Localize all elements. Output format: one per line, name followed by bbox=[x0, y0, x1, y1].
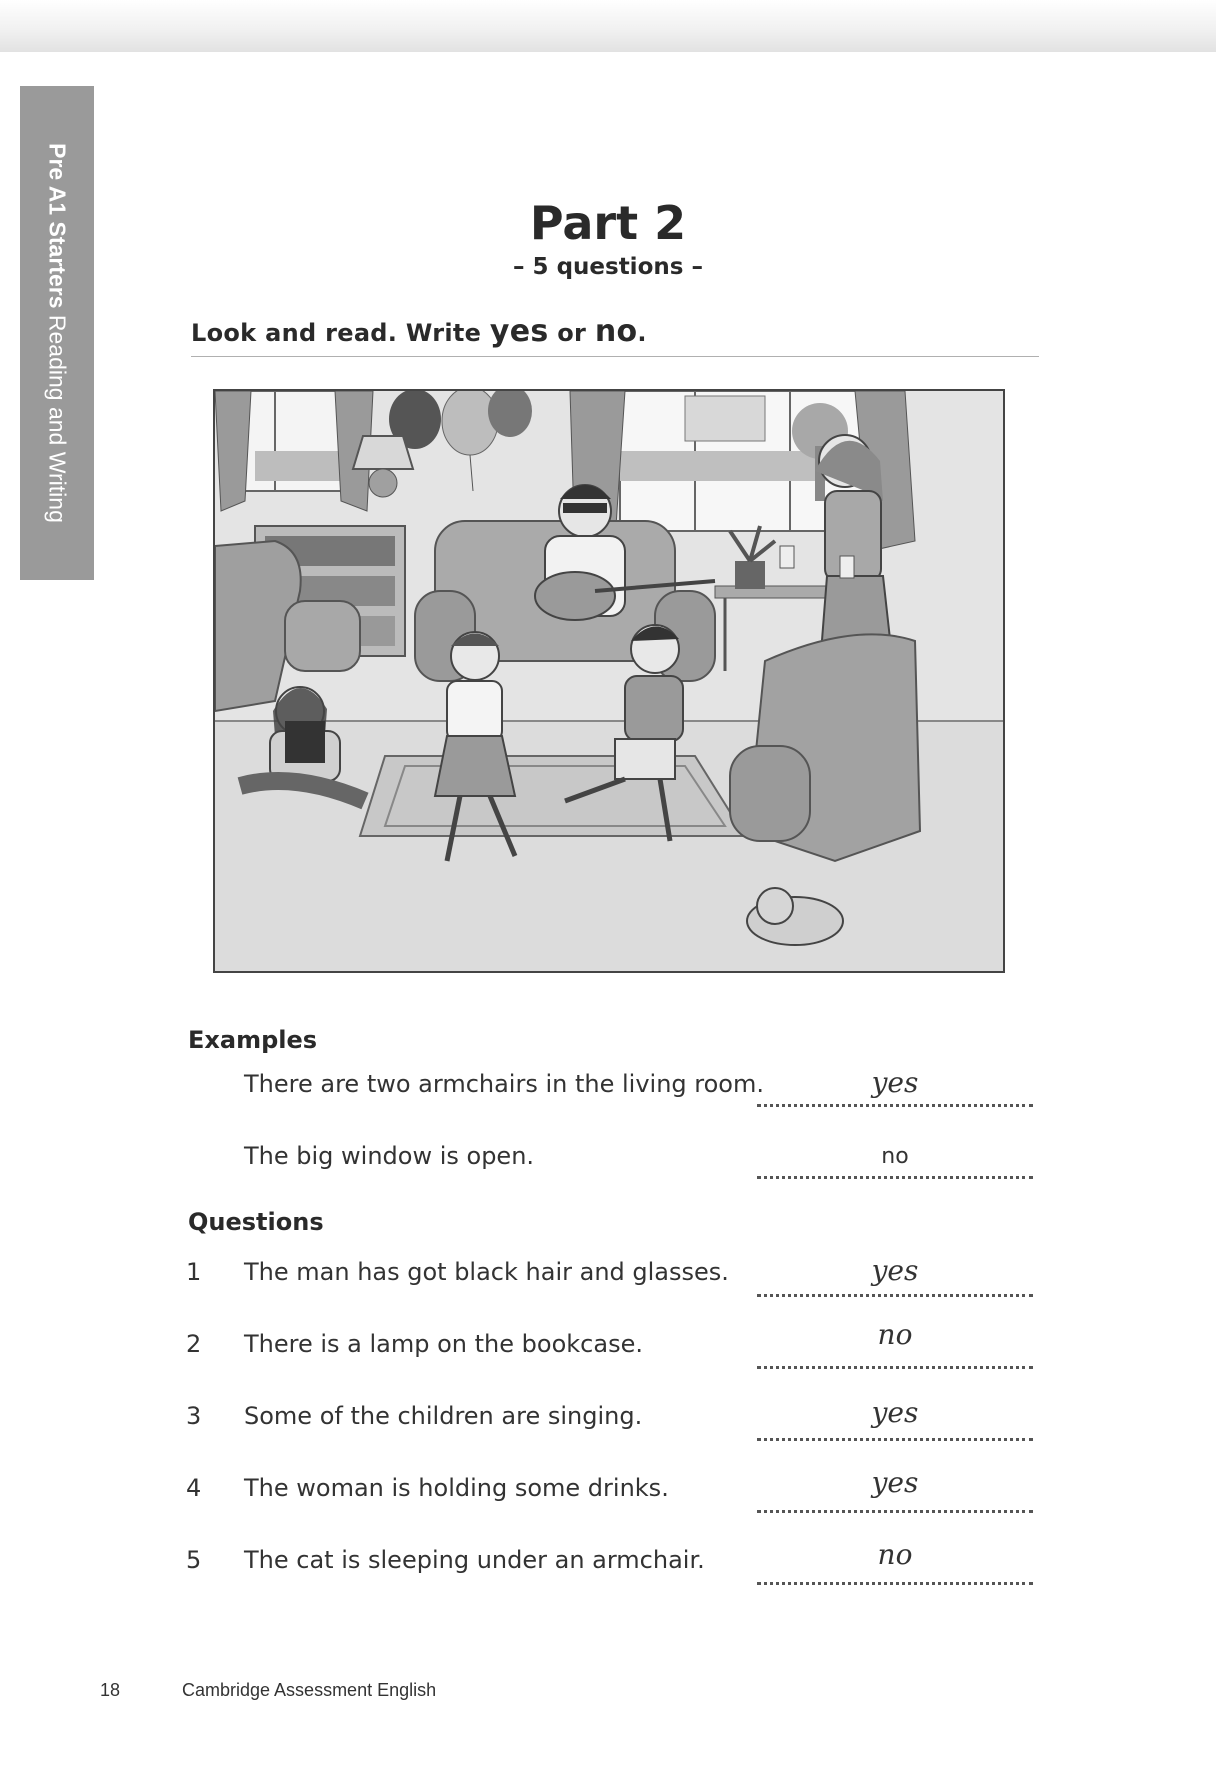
question-5-sentence: The cat is sleeping under an armchair. bbox=[244, 1546, 705, 1574]
question-1-number: 1 bbox=[186, 1258, 202, 1286]
question-3-answer-line bbox=[757, 1438, 1033, 1441]
example-1-answer-line bbox=[757, 1104, 1033, 1107]
question-2-sentence: There is a lamp on the bookcase. bbox=[244, 1330, 643, 1358]
question-1-sentence: The man has got black hair and glasses. bbox=[244, 1258, 729, 1286]
questions-heading: Questions bbox=[188, 1208, 324, 1236]
example-1-answer: yes bbox=[871, 1066, 919, 1099]
side-tab-level: Pre A1 Starters bbox=[44, 143, 71, 309]
page-number: 18 bbox=[100, 1680, 121, 1700]
side-tab-paper: Reading and Writing bbox=[44, 314, 71, 523]
example-2-answer-line bbox=[757, 1176, 1033, 1179]
part-title: Part 2 bbox=[529, 196, 687, 250]
question-4-answer-line bbox=[757, 1510, 1033, 1513]
part-subtitle: – 5 questions – bbox=[513, 254, 703, 280]
example-2-sentence: The big window is open. bbox=[244, 1142, 535, 1170]
example-2-answer: no bbox=[881, 1144, 909, 1169]
scan-top-band bbox=[0, 0, 1216, 52]
instruction bbox=[191, 314, 647, 349]
question-4-answer: yes bbox=[871, 1466, 919, 1499]
instruction-rule bbox=[191, 356, 1039, 357]
example-1-sentence: There are two armchairs in the living room. bbox=[244, 1070, 764, 1098]
question-3-sentence: Some of the children are singing. bbox=[244, 1402, 643, 1430]
question-5-answer-line bbox=[757, 1582, 1033, 1585]
living-room-illustration bbox=[215, 391, 1003, 971]
instruction-yes: yes bbox=[489, 314, 549, 349]
question-1-answer-line bbox=[757, 1294, 1033, 1297]
question-5-number: 5 bbox=[186, 1546, 202, 1574]
instruction-no: no bbox=[594, 314, 638, 349]
instruction-text: Look and read. Write bbox=[191, 319, 482, 347]
examples-heading: Examples bbox=[188, 1026, 318, 1054]
question-3-number: 3 bbox=[186, 1402, 202, 1430]
publisher-name: Cambridge Assessment English bbox=[182, 1680, 437, 1700]
question-4-sentence: The woman is holding some drinks. bbox=[244, 1474, 669, 1502]
instruction-or: or bbox=[557, 319, 587, 347]
question-2-number: 2 bbox=[186, 1330, 202, 1358]
living-room-picture bbox=[213, 389, 1005, 973]
question-5-answer: no bbox=[877, 1538, 913, 1571]
question-3-answer: yes bbox=[871, 1396, 919, 1429]
question-2-answer: no bbox=[877, 1318, 913, 1351]
instruction-period: . bbox=[637, 319, 647, 347]
question-2-answer-line bbox=[757, 1366, 1033, 1369]
question-1-answer: yes bbox=[871, 1254, 919, 1287]
question-4-number: 4 bbox=[186, 1474, 202, 1502]
